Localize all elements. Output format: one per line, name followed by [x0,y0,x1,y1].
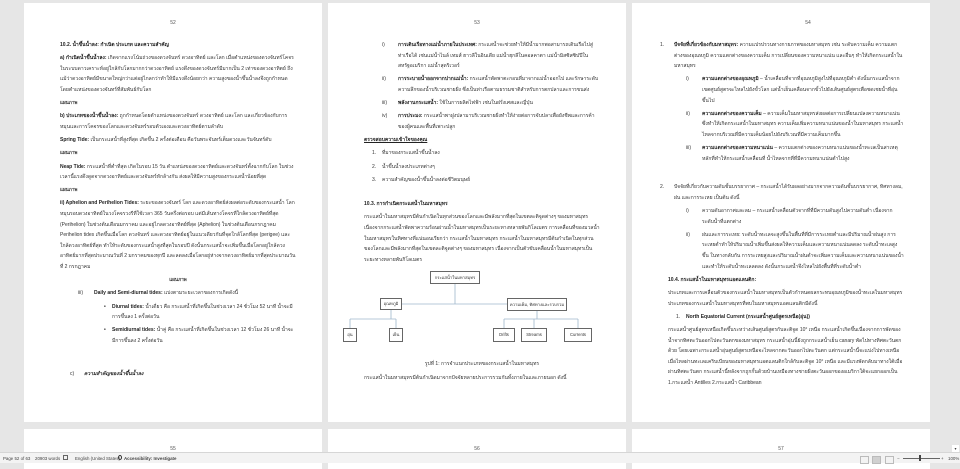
bold-lead-text: Spring Tide: [60,137,90,144]
body-text: 10.4. กระแสน้ำในมหาสมุทรแอตแลนติก: [668,276,757,283]
text-block [60,185,296,196]
list-marker: 1. [676,313,681,320]
accessibility-icon [118,455,122,460]
body-text: ประเภทและการเคลื่อนตัวของกระแสน้ำในมหาสมุทรเป็นตัวกำหนดผลกระทบอุณหภูมิของน้ำทะเลในมหาสมุทร ประเภทของกระแสน้ำในมหาสมุทรที่พบในมหาสมุทรแอตแลนติกมีดังนี้ [668,290,903,307]
list-marker: 1. [660,42,665,48]
list-marker: 2. [372,163,377,170]
body-text: แผนภาพ [60,150,78,156]
text-block [364,40,600,72]
body-text: น้ำขึ้นน้ำลงประเภทต่างๆ [382,163,435,170]
body-text: เป็นกระแสน้ำที่สูงที่สุด เกิดขึ้น 2 ครั้งต่อเดือน คือวันพระจันทร์เต็มดวงและวันจันทร์ดับ [89,137,272,144]
page-content[interactable] [660,40,904,391]
text-block [668,275,904,286]
body-text: – น้ำเคลื่อนที่จากที่อุณหภูมิสูงไปที่อุณหภูมิต่ำ ดังนั้นกระแสน้ำจากเขตศูนย์สูตรจะไหลไปยังขั้วโลก แต่น้ำเย็นเคลื่อนจากขั้วไปยังเส้นศูนย์สูตรเพื่อชดเชยน้ำที่อุ่นขึ้นไป [702,76,900,104]
body-text: แผนภาพ [169,277,187,283]
list-marker: • [104,327,106,334]
page-number: 54 [805,20,811,26]
body-text: ความแปรปรวนทางกายภาพของมหาสมุทร เช่น ระดับความเค็ม ความแตกต่างของอุณหภูมิ ความแตกต่างของความเค็ม การเปลี่ยนของความหนาแน่น และอื่นๆ ทำให้เกิดกระแสน้ำในมหาสมุทร [674,42,903,70]
text-block [60,198,296,272]
status-bar [0,452,960,463]
text-block [668,230,904,272]
page-number: 56 [474,446,480,452]
text-block [60,162,296,183]
language[interactable]: English (United States) [75,455,120,461]
bold-lead-text: North Equatorial Current (กระแสน้ำศูนย์สูตรเหนือ(อุ่น)) [686,313,810,320]
scroll-down-arrow-icon[interactable]: ▾ [952,445,959,452]
bold-lead-text: Diurnal tides: [112,303,144,310]
bold-lead-text: ปัจจัยที่เกี่ยวข้องกับมหาสมุทร: [674,42,739,48]
text-block [668,143,904,164]
body-text: 10.2. น้ำขึ้นน้ำลง: กำเนิด ประเภท และความสำคัญ [60,42,169,48]
body-text: กระแสน้ำจะช่วยทำให้มีน้ำมากพอสามารถเดินเรือไปสู่ท่าเรือได้ เช่นแม่น้ำไนล์ เทมส์ ฮาวลีในอินเดีย แม่น้ำฮุกลีในคอลคาตา แม่น้ำมิสซิสซิปปีในสหรัฐอเมริกา แม่น้ำสุดริเวอร์ [398,42,593,70]
bold-lead-text: ความสำคัญของน้ำขึ้นน้ำลง [84,370,144,377]
list-marker: iii) [686,145,691,152]
list-marker: i) [686,76,689,83]
list-marker: i) [686,208,689,215]
body-text: ระยะของดวงจันทร์ โลก และดวงอาทิตย์ส่งผลต่อระดับของกระแสน้ำ โลกหมุนรอบดวงอาทิตย์ในวงโคจรวงรีที่ใช้เวลา 365 วันครึ่งต่อรอบ แต่มีเส้นทางโคจรที่ใกล้ดวงอาทิตย์ที่สุด (Perihelion) ในช่วงต้นเดือนมกราคม และอยู่ไกลดวงอาทิตย์ที่สุด (Aphelion) ในช่วงต้นเดือนกรกฎาคม Perihelion tides เกิดขึ้นเมื่อโลก ดวงจันทร์ และดวงอาทิตย์อยู่ในแนวเดียวกันที่จุดใกล้โลกที่สุด (perigee) และใกล้ดวงอาทิตย์ที่สุด ทำให้ระดับของกระแสน้ำสูงที่สุดในรอบปี ดังนั้นกระแสน้ำจะเพิ่มขึ้นเมื่อโลกอยู่ใกล้ดวงอาทิตย์มากที่สุดประมาณวันที่ 2 มกราคมของทุกปี และลดลงเมื่อโลกอยู่ห่างจากดวงอาทิตย์มากที่สุดประมาณวันที่ 2 กรกฎาคม [60,200,296,271]
text-block [60,148,296,159]
zoom-slider-thumb[interactable] [919,455,921,461]
bold-lead-text: Daily and Semi-diurnal tides: [94,290,163,297]
page-number: 55 [170,446,176,452]
body-text: แผนภาพ [60,100,78,106]
body-text: กระแสน้ำในมหาสมุทรมีต้นกำเนิดในทุกส่วนของโลกและมีพลังมากที่สุดในเขตละติจูดต่างๆ ของมหาสมุทร เนื่องจากกระแสน้ำพัดพาความร้อนผ่านน้ำในมหาสมุทรเป็นระยะทางหลายพันกิโลเมตร การเคลื่อนที่ของมวลน้ำในมหาสมุทรในทิศทางที่แน่นอนเรียกว่า กระแสน้ำในมหาสมุทร กระแสน้ำในมหาสมุทรมีต้นกำเนิดในทุกส่วนของโลกและมีพลังมากที่สุดในเขตละติจูดต่างๆ ของมหาสมุทร เนื่องจากเป็นตัวขับเคลื่อนน้ำในมหาสมุทรเป็นระยะทางหลายพันกิโลเมตร [364,214,600,263]
bold-lead-text: Semidiurnal tides: [112,327,156,334]
list-marker: ii) [382,76,386,83]
zoom-slider[interactable] [903,458,940,459]
bold-lead-text: Neap Tide: [60,163,86,170]
page-number: 52 [170,20,176,26]
text-block [364,162,600,173]
text-block [60,369,296,380]
diagram-node-salinity: ความเค็ม, ทิศทางและรวบรวม [507,298,567,311]
body-text: กระแสน้ำศูนย์สูตรเหนือเกิดขึ้นระหว่างเส้นศูนย์สูตรกับละติจูด 10° เหนือ กระแสน้ำเกิดขึ้นเนื่องจากการพัดของน้ำจากทิศตะวันออกไปตะวันตกของมหาสมุทร กระแสน้ำอุ่นนี้ยังถูกกระแสน้ำเย็น canary พัดไปทางทิศตะวันตกด้วย โดยเฉพาะกระแสน้ำอุ่นศูนย์สูตรเหนือจะไหลจากตะวันออกไปตะวันตก แต่กระแสน้ำนี้จะแบ่งไปทางเหนือเมื่อไหลผ่านทะเลแคริบเบียนของมหาสมุทรแอตแลนติกใกล้กับละติจูด 10° เหนือ และมีแรงพัดกลับมาทางใต้เมื่อผ่านทิศตะวันตก กระแสน้ำนี้หลังจากถูกกั้นด้วยบ้านเหมืองทางชายฝั่งตะวันออกของอเมริกาใต้จะแยกออกเป็น 1.กระแสน้ำ Antilles 2.กระแสน้ำ Caribbean [668,327,903,386]
body-text: แบ่งตามระยะเวลาของการเกิดดังนี้ [162,290,239,297]
body-text: ความสำคัญของน้ำขึ้นน้ำลงต่อชีวิตมนุษย์ [382,176,471,183]
zoom-out-button[interactable]: − [897,455,900,461]
bold-lead-text: การระบายน้ำออกจากปากแม่น้ำ: [398,76,469,83]
ocean-currents-diagram [347,271,600,347]
text-block [60,40,296,51]
page-number: 57 [778,446,784,452]
body-text: กระแสน้ำในมหาสมุทรมีต้นกำเนิดมาจากปัจจัยหลายประการรวมกันทั้งภายในและภายนอก ดังนี้ [364,374,567,381]
text-block [668,206,904,227]
page-53[interactable] [328,3,626,422]
text-block [668,74,904,106]
body-text: แผนภาพ [60,187,78,193]
page-count[interactable]: Page 52 of 63 [3,455,31,461]
diagram-leaf: Streams [521,328,547,342]
body-text: ฝนและการระเหย: ระดับน้ำทะเลจะสูงขึ้นในพื้นที่ที่มีการระเหยต่ำและมีปริมาณน้ำฝนสูง การระเหยต่ำทำให้ปริมาณน้ำเพิ่มขึ้นส่งผลให้ความเค็มและความหนาแน่นลดลง ระดับน้ำทะเลสูงขึ้น ในทางกลับกัน การระเหยสูงและปริมาณน้ำฝนต่ำจะเพิ่มความเค็มและความหนาแน่นของน้ำ และทำให้ระดับน้ำทะเลลดลง ดังนั้นกระแสน้ำจึงไหลไปยังพื้นที่ที่ระดับน้ำต่ำ [702,231,904,270]
zoom-level[interactable]: 100% [948,455,960,461]
body-text: ตรวจสอบความเข้าใจของคุณ [364,137,428,144]
list-marker: ii) [686,110,690,117]
text-block [60,98,296,109]
text-block [364,359,600,370]
accessibility-status[interactable]: Accessibility: Investigate [124,455,177,461]
bold-lead-text: ความแตกต่างของอุณหภูมิ [702,76,759,83]
body-text: กระแสน้ำพาฝูงปลามาบริเวณชายฝั่งทำให้ง่ายต่อการจับปลาเพื่อยังชีพและการค้าของผู้คนและพื้นที่เพาะปลูก [398,113,595,130]
bold-lead-text: การประมง: [398,113,423,120]
list-marker: 3. [372,176,377,183]
diagram-leaf: อุ่น [343,328,357,342]
text-block [60,275,296,286]
text-block [364,199,600,210]
text-block [364,212,600,265]
text-block [668,288,904,309]
body-text: ความดันอากาศและลม – กระแสน้ำเคลื่อนตัวจากที่ที่มีความดันสูงไปความดันต่ำ เนื่องจากระดับน้ำที่แตกต่าง [702,208,893,225]
body-text: กระแสน้ำพัดพาตะกอนที่มาจากแม่น้ำออกไป และรักษาระดับความลึกของน้ำบริเวณชายฝั่ง ซึ่งเป็นท่าเรือตามธรรมชาติสำหรับการตกปลาและการขนส่ง [398,76,599,93]
list-marker: i) [382,42,385,48]
list-marker: iii) [382,100,387,107]
page-56[interactable] [328,429,626,469]
body-text: – ความแตกต่างของความหนาแน่นของน้ำทะเลเป็นสาเหตุหลักที่ทำให้กระแสน้ำเคลื่อนที่ น้ำไหลจากที่ที่มีความหนาแน่นต่ำไปสูง [702,145,898,162]
page-55[interactable] [24,429,322,469]
print-layout-button[interactable] [872,456,881,464]
page-content[interactable] [60,40,296,382]
text-block [60,135,296,146]
bold-lead-text: ii) Aphelion and Perihelion Tides: [60,200,139,207]
page-number: 53 [474,20,480,26]
text-block [364,148,600,159]
list-marker: • [104,303,106,310]
zoom-in-button[interactable]: + [941,455,944,461]
body-text: ที่มาของกระแสน้ำขึ้นน้ำลง [382,150,440,157]
text-block [660,182,904,203]
text-block [60,302,296,323]
text-block [60,53,296,95]
list-marker: iv) [382,113,388,120]
word-count[interactable]: 20903 words [35,455,61,461]
body-text: เกิดจากแรงโน้มถ่วงของดวงจันทร์ ดวงอาทิตย์ และโลก เมื่อตำแหน่งของดวงจันทร์โคจรในระบบดาวเคราะห์อยู่ใกล้กับโลกมากกว่าดวงอาทิตย์ แรงดึงของดวงจันทร์มีมากเป็น 2 เท่าของดวงอาทิตย์ ถึงแม้ว่าดวงอาทิตย์มีขนาดใหญ่กว่าแต่อยู่ไกลกว่าทำให้มีแรงดึงน้อยกว่า ความสูงของน้ำขึ้นน้ำลงจึงถูกกำหนดโดยตำแหน่งของดวงจันทร์ที่สัมพันธ์กับโลก [60,55,294,93]
body-text: ใช้ในการผลิตไฟฟ้า เช่นในฝรั่งเศสและญี่ปุ่น [438,100,533,107]
text-block [668,325,904,389]
text-block [60,288,296,299]
text-block [668,109,904,141]
text-block [364,74,600,95]
bold-lead-text: พลังงานกระแสน้ำ: [398,100,439,107]
page-content[interactable] [347,40,600,386]
body-text: ปัจจัยที่เกี่ยวกับความดันชั้นบรรยากาศ – กระแสน้ำได้รับผลอย่างมากจากความดันชั้นบรรยากาศ, ทิศทางลม, ฝน และการระเหย เป็นต้น ดังนี้ [674,184,903,201]
diagram-leaf: Currents [564,328,592,342]
text-block [364,175,600,186]
body-text: น้ำเดี่ยว คือ กระแสน้ำที่เกิดขึ้นในช่วงเวลา 24 ชั่วโมง 52 นาที น้ำจะมีการขึ้นลง 1 ครั้งต่อวัน [112,303,293,321]
list-marker: 1. [372,150,377,157]
vertical-scrollbar[interactable] [950,0,960,452]
text-block [668,312,904,323]
text-block [364,135,600,146]
text-block [60,325,296,346]
list-marker: ii) [686,231,690,238]
body-text: รูปที่ 1: การจำแนกประเภทของกระแสน้ำในมหาสมุทร [424,361,540,368]
body-text: 10.3. การกำเนิดกระแสน้ำในมหาสมุทร [364,201,448,208]
text-block [364,373,600,384]
page-52[interactable] [24,3,322,422]
diagram-leaf: เย็น [389,328,403,342]
text-block [660,40,904,72]
bold-lead-text: การเดินเรือทางแม่น้ำภายในประเทศ: [398,42,477,48]
text-block [364,98,600,109]
body-text: ถูกกำหนดโดยตำแหน่งของดวงจันทร์ ดวงอาทิตย์ และโลก และเกี่ยวข้องกับการหมุนและการโคจรของโลกและดวงจันทร์รอบตัวเองและดวงอาทิตย์ตามลำดับ [60,113,288,130]
page-54[interactable] [632,3,930,422]
web-layout-button[interactable] [885,456,894,464]
body-text: น้ำคู่ คือ กระแสน้ำที่เกิดขึ้นในช่วงเวลา 12 ชั่วโมง 26 นาที น้ำจะมีการขึ้นลง 2 ครั้งต่อวัน [112,327,294,344]
diagram-leaf: Drifts [493,328,515,342]
list-marker: iii) [78,290,83,297]
read-mode-button[interactable] [860,456,869,464]
bold-lead-text: a) กำเนิดน้ำขึ้นน้ำลง: [60,55,107,62]
diagram-root-box: กระแสน้ำในมหาสมุทร [430,271,480,284]
bold-lead-text: ความแตกต่างของความหนาแน่น [702,145,773,152]
list-marker: c) [70,370,75,377]
body-text: – ความเค็มในมหาสมุทรส่งผลต่อการเปลี่ยนแปลงความหนาแน่นซึ่งทำให้เกิดกระแสน้ำในมหาสมุทร ความเค็มเพิ่มความหนาแน่นของน้ำในมหาสมุทร กระแสน้ำไหลจากบริเวณที่มีความเค็มน้อยไปยังบริเวณที่มีความเค็มมากขึ้น [702,110,904,138]
text-block [364,111,600,132]
diagram-node-temperature: อุณหภูมิ [380,298,402,310]
bold-lead-text: b) ประเภทของน้ำขึ้นน้ำลง: [60,113,119,120]
proofing-check-icon[interactable] [63,455,68,460]
body-text: กระแสน้ำที่ต่ำที่สุด เกิดในรอบ 15 วัน ตำแหน่งของดวงอาทิตย์และดวงจันทร์ตั้งฉากกับโลก ในช่วงเวลานี้แรงดึงดูดจากดวงอาทิตย์และดวงจันทร์หักล้างกัน ส่งผลให้มีความสูงของกระแสน้ำน้อยที่สุด [60,163,294,181]
list-marker: 2. [660,184,665,191]
bold-lead-text: ความแตกต่างของความเค็ม [702,110,762,117]
text-block [60,111,296,132]
